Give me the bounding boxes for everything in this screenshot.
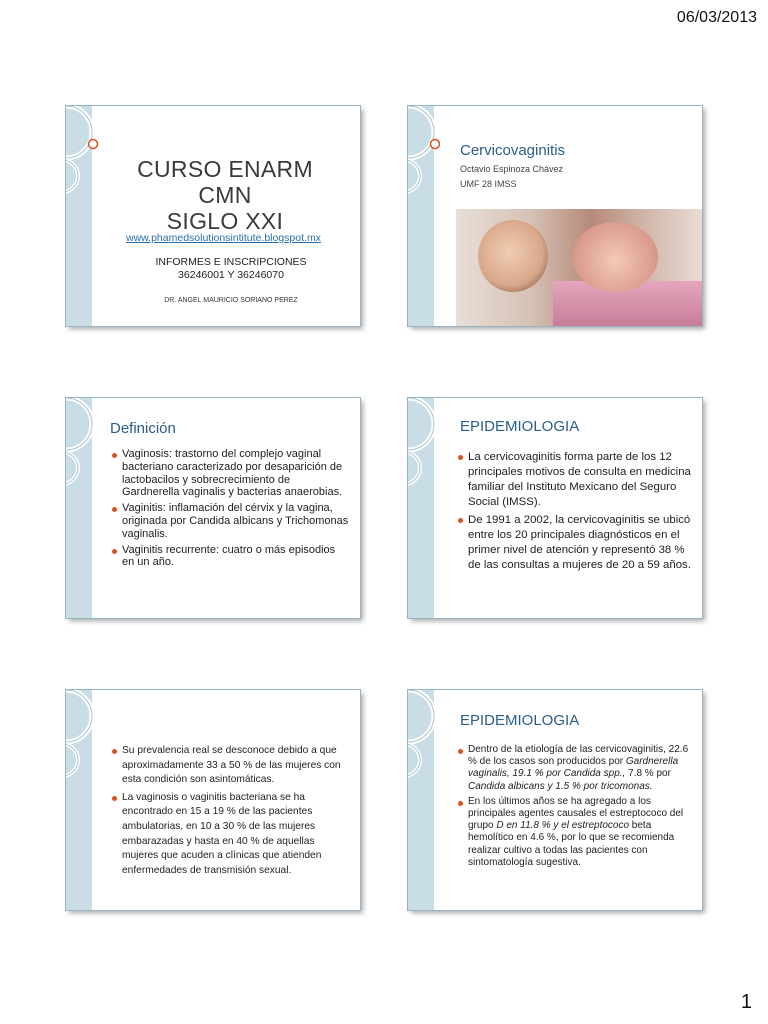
list-item: La cervicovaginitis forma parte de los 12 principales motivos de consulta en medicina familiar del Instituto Mexicano del Seguro Social (IMSS). (456, 450, 692, 510)
slide-5 (66, 690, 360, 910)
slide-title: CURSO ENARM CMN SIGLO XXI (137, 156, 313, 234)
slide-2 (408, 106, 702, 326)
page-number: 1 (740, 991, 752, 1013)
print-date: 06/03/2013 (676, 9, 757, 26)
list-item: De 1991 a 2002, la cervicovaginitis se ubicó entre los 20 principales diagnósticos en el primer nivel de atención y representó 38 % de las consultas a mujeres de 20 a 59 años. (456, 513, 692, 573)
slide-title: EPIDEMIOLOGIA (460, 418, 580, 435)
decor-circles-icon (66, 690, 114, 782)
decor-circles-icon (408, 398, 456, 490)
author-name: Octavio Espinoza Chávez (460, 164, 564, 174)
slide-title: Cervicovaginitis (460, 142, 566, 159)
decor-circles-icon (408, 690, 456, 782)
list-item: Su prevalencia real se desconoce debido a que aproximadamente 33 a 50 % de las mujeres con esta condición son asintomáticas. (110, 744, 346, 788)
registration-info: INFORMES E INSCRIPCIONES 36246001 Y 36246070 (155, 256, 307, 281)
doctor-name: DR. ANGEL MAURICIO SORIANO PEREZ (164, 297, 298, 304)
decor-circles-icon (408, 106, 456, 198)
list-item: La vaginosis o vaginitis bacteriana se ha encontrado en 15 a 19 % de las pacientes ambulatorias, en 10 a 30 % de las mujeres embarazadas y hasta en 40 % de aquellas mujeres que acuden a clínicas que atienden enfermedades de transmisión sexual. (110, 791, 346, 879)
slide-3 (66, 398, 360, 618)
list-item: Vaginosis: trastorno del complejo vaginal bacteriano caracterizado por desaparición de lactobacilos y sobrecrecimiento de Gardnerella vaginalis y bacterias anaerobias. (110, 448, 350, 499)
decor-circles-icon (66, 106, 114, 198)
slide-title: Definición (110, 420, 176, 437)
list-item: Vaginitis: inflamación del cérvix y la vagina, originada por Candida albicans y Trichomonas vaginalis. (110, 502, 350, 540)
slide-1 (66, 106, 360, 326)
list-item: En los últimos años se ha agregado a los principales agentes causales el estreptococo del grupo D en 11.8 % y el estreptococo beta hemolítico en 4.6 %, por lo que se recomienda realizar cultivo a todas las pacientes con sintomatología sugestiva. (456, 796, 694, 869)
unit-name: UMF 28 IMSS (460, 179, 517, 189)
prevalence-list (110, 744, 346, 881)
epidemiology-list (456, 450, 692, 576)
baby-photo-left (478, 220, 548, 292)
blog-link[interactable]: www.phamedsolutionsintitute.blogspot.mx (126, 232, 321, 244)
slide-title: EPIDEMIOLOGIA (460, 712, 580, 729)
list-item: Vaginitis recurrente: cuatro o más episodios en un año. (110, 544, 350, 570)
definition-list (110, 448, 350, 572)
slide-6 (408, 690, 702, 910)
baby-photo-right (572, 222, 658, 292)
etiology-list (456, 744, 694, 872)
slide-4 (408, 398, 702, 618)
list-item: Dentro de la etiología de las cervicovaginitis, 22.6 % de los casos son producidos por Gardnerella vaginalis, 19.1 % por Candida spp., 7.8 % por Candida albicans y 1.5 % por tricomonas. (456, 744, 694, 793)
decor-circles-icon (66, 398, 114, 490)
